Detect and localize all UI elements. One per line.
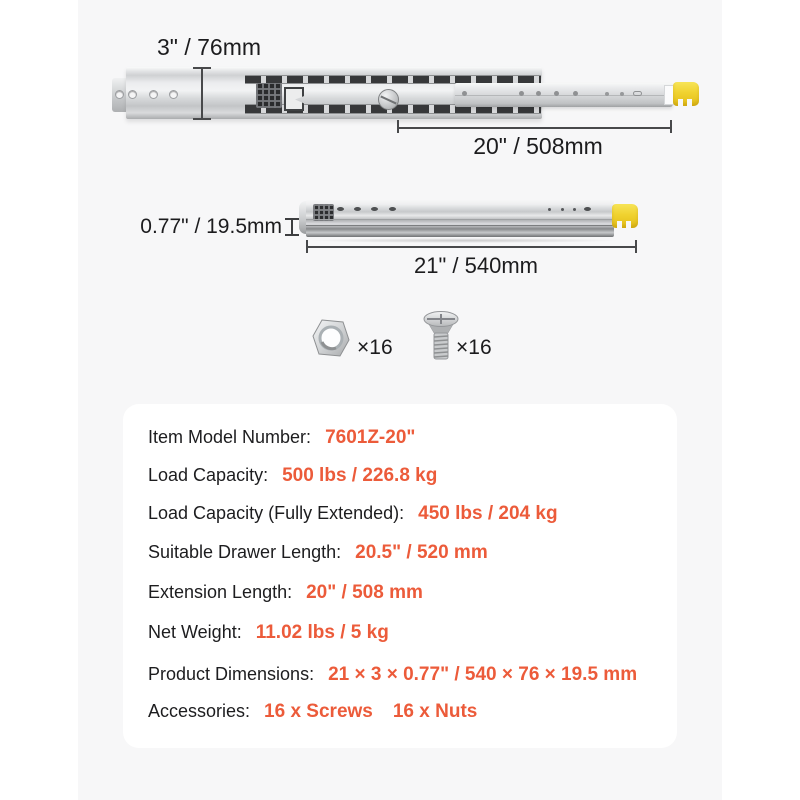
inner-rail-hole [620, 92, 624, 96]
flat-head-screw-icon [421, 310, 461, 366]
slide-hole [584, 207, 591, 211]
spec-row-net-weight [148, 620, 661, 646]
hex-nut-icon [310, 317, 352, 359]
thickness-dimension-line [291, 219, 293, 235]
spec-row-product-dimensions [148, 662, 661, 688]
slide-hole [389, 207, 396, 211]
spec-row-accessories [148, 699, 661, 725]
height-dimension-label: 3" / 76mm [156, 34, 262, 60]
yellow-release-latch [612, 204, 638, 228]
spec-value: 20" / 508 mm [306, 582, 423, 603]
closed-slide-shadow [308, 238, 620, 243]
spec-value: 20.5" / 520 mm [355, 542, 488, 563]
cam-roller-slot [380, 96, 396, 105]
latch-notch [617, 221, 622, 229]
slide-hole [573, 208, 576, 211]
spec-label: Extension Length: [148, 582, 293, 602]
inner-rail-hole [536, 91, 541, 96]
thickness-dimension-label: 0.77" / 19.5mm [140, 215, 282, 238]
spec-label: Item Model Number: [148, 427, 312, 447]
bearing-carriage [256, 83, 282, 108]
spec-row-item-model-number [148, 425, 661, 451]
spec-label: Net Weight: [148, 622, 242, 642]
length-dimension-line [306, 246, 637, 248]
spec-row-extension-length [148, 580, 661, 606]
spec-label: Load Capacity (Fully Extended): [148, 503, 405, 523]
spec-value: 21 × 3 × 0.77" / 540 × 76 × 19.5 mm [328, 664, 638, 685]
spec-value-secondary: 16 x Nuts [392, 701, 478, 722]
spec-value: 500 lbs / 226.8 kg [282, 465, 438, 486]
mounting-hole [149, 90, 158, 99]
screw-count-label: ×16 [456, 336, 492, 359]
mounting-hole [169, 90, 178, 99]
mounting-hole [115, 90, 124, 99]
spec-label: Suitable Drawer Length: [148, 542, 342, 562]
height-dimension-cap-bottom [193, 118, 211, 120]
spec-value: 11.02 lbs / 5 kg [255, 622, 389, 643]
spec-label: Product Dimensions: [148, 664, 315, 684]
inner-rail-hole [462, 91, 467, 96]
extension-dimension-line [397, 127, 672, 129]
extension-dimension-tick-right [670, 120, 672, 133]
length-dimension-tick-right [635, 240, 637, 253]
slide-hole [337, 207, 344, 211]
spec-card [123, 404, 677, 748]
extension-dimension-tick-left [397, 120, 399, 133]
latch-notch [678, 99, 683, 107]
length-dimension-label: 21" / 540mm [414, 253, 538, 278]
inner-rail-hole [573, 91, 578, 96]
spec-label: Accessories: [148, 701, 251, 721]
closed-slide-seam [306, 219, 614, 220]
height-dimension-cap-top [193, 67, 211, 69]
height-dimension-line [201, 68, 203, 120]
slide-hole [371, 207, 378, 211]
spec-value: 16 x Screws [264, 701, 373, 722]
spec-row-load-capacity [148, 463, 661, 489]
spec-value: 7601Z-20" [325, 427, 416, 448]
keyhole-slot [633, 91, 642, 96]
spec-label: Load Capacity: [148, 465, 269, 485]
yellow-release-latch [673, 82, 699, 106]
latch-notch [687, 99, 692, 107]
nut-count-label: ×16 [357, 336, 393, 359]
inner-rail-hole [605, 92, 609, 96]
extension-dimension-label: 20" / 508mm [473, 133, 603, 159]
inner-rail-hole [519, 91, 524, 96]
spec-row-load-capacity-extended [148, 501, 661, 527]
closed-slide-seam [306, 225, 614, 226]
slide-hole [561, 208, 564, 211]
thickness-dimension-cap-top [285, 218, 299, 220]
slide-hole [354, 207, 361, 211]
spec-value: 450 lbs / 204 kg [418, 503, 558, 524]
mounting-hole [128, 90, 137, 99]
cam-roller [378, 89, 399, 110]
inner-rail-hole [554, 91, 559, 96]
slide-hole [548, 208, 551, 211]
latch-notch [626, 221, 631, 229]
spec-row-suitable-drawer-length [148, 540, 661, 566]
thickness-dimension-cap-bottom [285, 234, 299, 236]
length-dimension-tick-left [306, 240, 308, 253]
